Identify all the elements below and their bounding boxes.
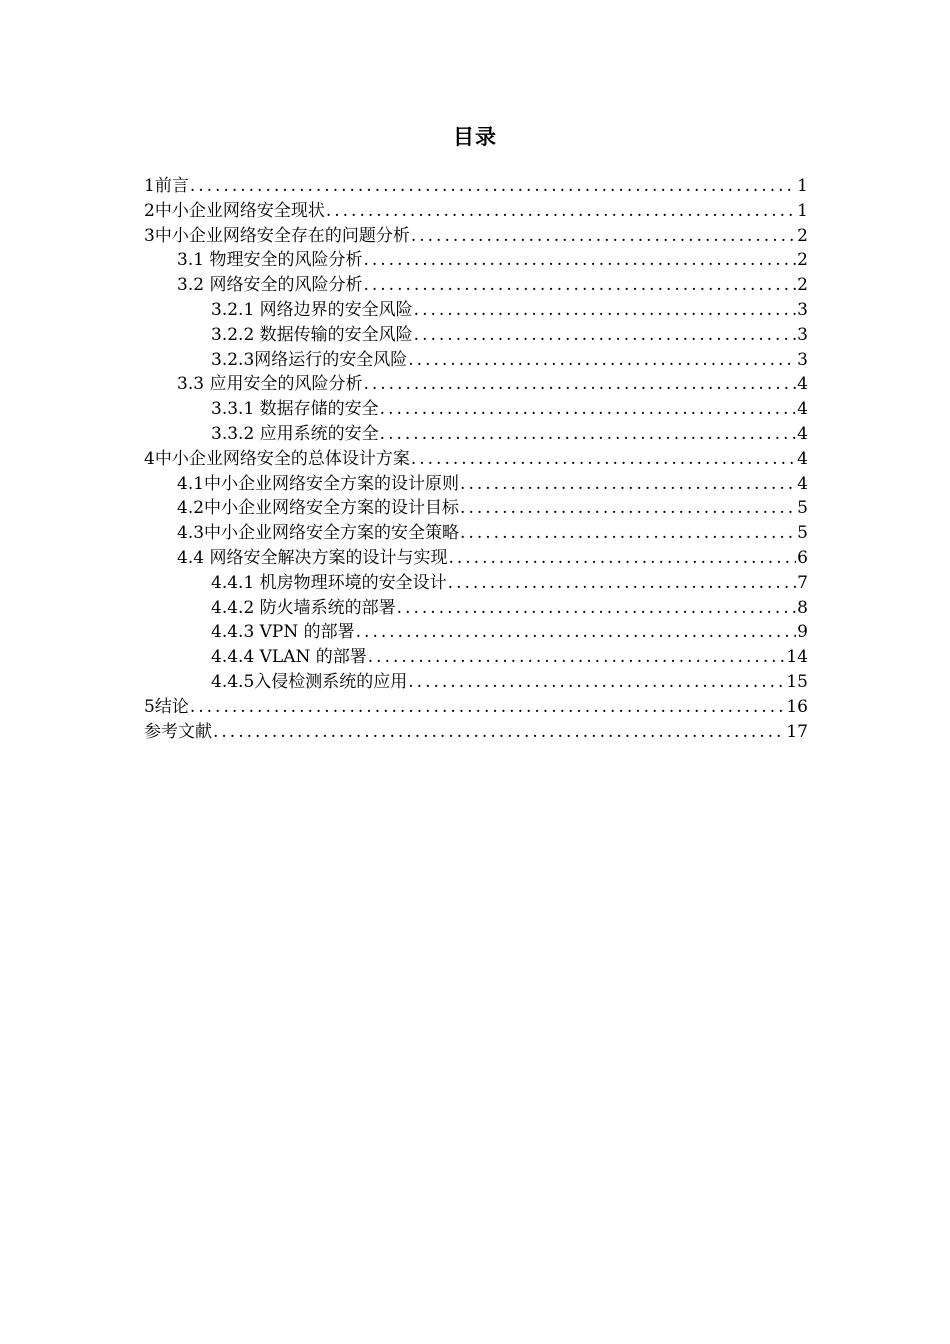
toc-page-number: 4 [797, 473, 808, 494]
dot-leader [408, 348, 796, 373]
toc-entry[interactable] [144, 174, 808, 199]
toc-page-number: 4 [797, 374, 808, 395]
dot-leader [411, 224, 796, 249]
toc-entry[interactable] [144, 645, 808, 670]
toc-entry-text: 4.4 网络安全解决方案的设计与实现 [177, 547, 448, 568]
dot-leader [448, 546, 796, 571]
toc-page-number: 1 [797, 200, 808, 221]
dot-leader [414, 323, 797, 348]
toc-page-number: 17 [786, 721, 808, 742]
toc-page-number: 1 [797, 176, 808, 196]
dot-leader [411, 447, 796, 472]
toc-page-number: 16 [786, 696, 808, 717]
dot-leader [448, 571, 797, 596]
toc-entry-text: 2中小企业网络安全现状 [144, 200, 325, 221]
toc-entry-text: 3中小企业网络安全存在的问题分析 [144, 225, 410, 246]
dot-leader [363, 273, 796, 298]
dot-leader [363, 248, 796, 273]
dot-leader [460, 521, 796, 546]
dot-leader [368, 645, 786, 670]
toc-entry[interactable] [144, 546, 808, 571]
toc-entry[interactable] [144, 397, 808, 422]
toc-entry-text: 参考文献 [144, 721, 212, 742]
toc-entry[interactable] [144, 199, 808, 224]
dot-leader [460, 496, 796, 521]
toc-entry[interactable] [144, 298, 808, 323]
dot-leader [380, 422, 797, 447]
toc-entry[interactable] [144, 571, 808, 596]
dot-leader [380, 397, 797, 422]
toc-page-number: 7 [797, 572, 808, 593]
toc-entry[interactable] [144, 224, 808, 249]
toc-page-number: 14 [786, 647, 808, 668]
toc-entry[interactable] [144, 596, 808, 621]
toc-entry-text: 1前言 [144, 176, 189, 196]
toc-entry[interactable] [144, 496, 808, 521]
toc-page-number: 9 [797, 622, 808, 643]
toc-entry-text: 3.3.2 应用系统的安全 [211, 423, 379, 444]
toc-page-number: 5 [797, 498, 808, 519]
dot-leader [460, 472, 796, 497]
dot-leader [363, 372, 796, 397]
toc-entry-text: 4中小企业网络安全的总体设计方案 [144, 448, 410, 469]
toc-entry[interactable] [144, 472, 808, 497]
toc-entry-text: 4.4.3 VPN 的部署 [211, 622, 355, 643]
toc-entry[interactable] [144, 422, 808, 447]
table-of-contents [144, 174, 808, 744]
toc-page-number: 3 [797, 299, 808, 320]
dot-leader [190, 174, 796, 199]
toc-entry-text: 3.2.3网络运行的安全风险 [211, 349, 408, 370]
dot-leader [397, 596, 797, 621]
dot-leader [414, 298, 797, 323]
toc-entry-text: 3.1 物理安全的风险分析 [177, 250, 363, 271]
toc-entry[interactable] [144, 348, 808, 373]
dot-leader [408, 670, 785, 695]
toc-entry-text: 4.4.5入侵检测系统的应用 [211, 671, 408, 692]
toc-entry[interactable] [144, 323, 808, 348]
toc-entry-text: 4.2中小企业网络安全方案的设计目标 [177, 498, 460, 519]
dot-leader [190, 695, 786, 720]
toc-entry-text: 3.3 应用安全的风险分析 [177, 374, 363, 395]
toc-entry[interactable] [144, 620, 808, 645]
toc-entry-text: 4.3中小企业网络安全方案的安全策略 [177, 523, 460, 544]
toc-entry-text: 4.1中小企业网络安全方案的设计原则 [177, 473, 460, 494]
toc-page-number: 4 [797, 448, 808, 469]
toc-page-number: 5 [797, 523, 808, 544]
toc-entry[interactable] [144, 521, 808, 546]
dot-leader [213, 720, 785, 745]
toc-entry-text: 4.4.4 VLAN 的部署 [211, 647, 367, 668]
toc-page-number: 15 [786, 671, 808, 692]
toc-page-number: 6 [797, 547, 808, 568]
toc-page-number: 3 [797, 349, 808, 370]
toc-entry[interactable] [144, 720, 808, 745]
dot-leader [326, 199, 796, 224]
toc-entry-text: 5结论 [144, 696, 189, 717]
toc-entry-text: 4.4.2 防火墙系统的部署 [211, 597, 396, 618]
toc-entry-text: 3.2 网络安全的风险分析 [177, 275, 363, 296]
toc-page-number: 4 [797, 399, 808, 420]
toc-page-number: 3 [797, 324, 808, 345]
toc-page-number: 8 [797, 597, 808, 618]
toc-page-number: 2 [797, 250, 808, 271]
toc-entry[interactable] [144, 670, 808, 695]
toc-entry[interactable] [144, 372, 808, 397]
page-title: 目录 [453, 125, 497, 149]
toc-page-number: 2 [797, 275, 808, 296]
toc-entry-text: 3.2.1 网络边界的安全风险 [211, 299, 413, 320]
toc-entry[interactable] [144, 695, 808, 720]
toc-entry[interactable] [144, 447, 808, 472]
toc-entry[interactable] [144, 273, 808, 298]
toc-entry-text: 4.4.1 机房物理环境的安全设计 [211, 572, 447, 593]
toc-entry-text: 3.3.1 数据存储的安全 [211, 399, 379, 420]
toc-page-number: 2 [797, 225, 808, 246]
toc-page-number: 4 [797, 423, 808, 444]
toc-entry-text: 3.2.2 数据传输的安全风险 [211, 324, 413, 345]
toc-entry[interactable] [144, 248, 808, 273]
dot-leader [356, 620, 797, 645]
